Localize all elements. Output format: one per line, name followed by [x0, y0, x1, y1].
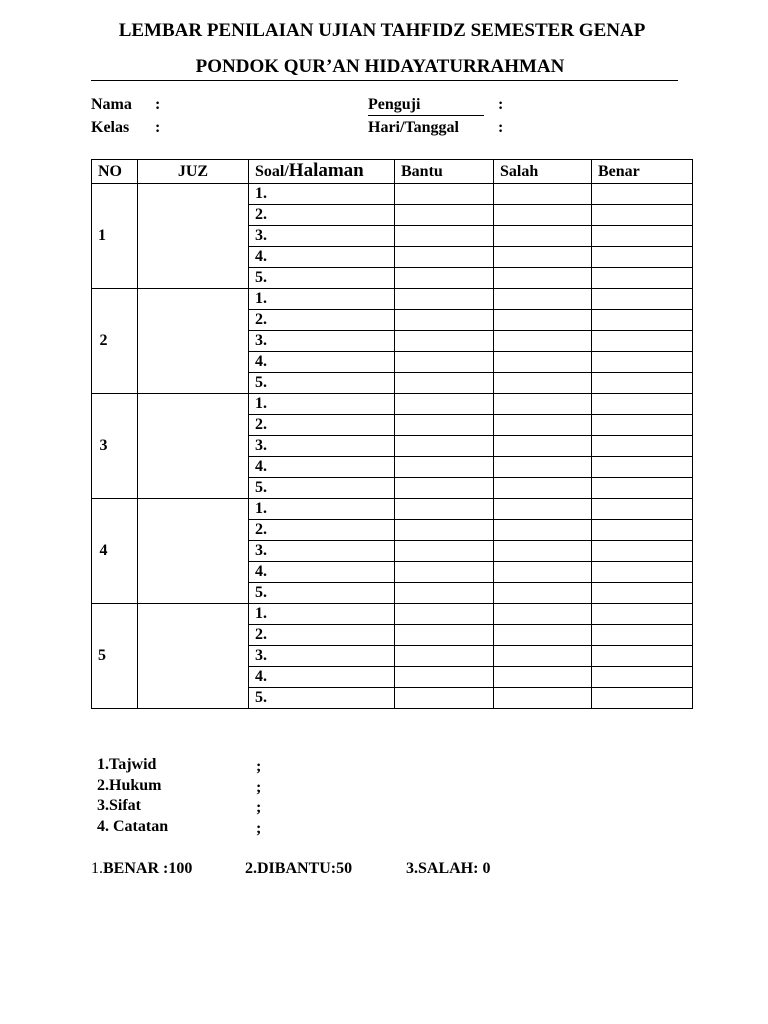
cell-salah[interactable] [494, 625, 592, 646]
cell-soal[interactable]: 5. [249, 583, 395, 604]
cell-juz[interactable] [138, 499, 249, 604]
cell-salah[interactable] [494, 247, 592, 268]
kelas-colon: : [155, 119, 161, 136]
cell-bantu[interactable] [395, 394, 494, 415]
cell-bantu[interactable] [395, 247, 494, 268]
cell-benar[interactable] [592, 226, 693, 247]
note-separator: ; [256, 820, 262, 837]
cell-salah[interactable] [494, 331, 592, 352]
cell-benar[interactable] [592, 499, 693, 520]
cell-salah[interactable] [494, 205, 592, 226]
header-soal: Soal/ [255, 163, 289, 180]
cell-salah[interactable] [494, 415, 592, 436]
cell-juz[interactable] [138, 289, 249, 394]
penguji-label: Penguji [368, 96, 421, 113]
header-halaman: Halaman [288, 160, 364, 181]
cell-salah[interactable] [494, 436, 592, 457]
cell-salah[interactable] [494, 499, 592, 520]
header-bantu: Bantu [395, 160, 494, 184]
cell-no: 4 [92, 499, 138, 604]
cell-bantu[interactable] [395, 457, 494, 478]
cell-soal[interactable]: 2. [249, 415, 395, 436]
cell-benar[interactable] [592, 604, 693, 625]
cell-bantu[interactable] [395, 520, 494, 541]
cell-benar[interactable] [592, 331, 693, 352]
cell-bantu[interactable] [395, 352, 494, 373]
cell-soal[interactable]: 4. [249, 667, 395, 688]
cell-benar[interactable] [592, 625, 693, 646]
cell-benar[interactable] [592, 646, 693, 667]
note-separator: ; [256, 799, 262, 816]
cell-benar[interactable] [592, 562, 693, 583]
penguji-colon: : [498, 96, 504, 113]
header-benar: Benar [592, 160, 693, 184]
cell-benar[interactable] [592, 310, 693, 331]
cell-salah[interactable] [494, 667, 592, 688]
cell-benar[interactable] [592, 583, 693, 604]
cell-soal[interactable]: 4. [249, 352, 395, 373]
header-salah: Salah [494, 160, 592, 184]
legend-benar-text: BENAR :100 [103, 860, 193, 877]
cell-bantu[interactable] [395, 541, 494, 562]
cell-salah[interactable] [494, 394, 592, 415]
cell-soal[interactable]: 3. [249, 541, 395, 562]
cell-soal[interactable]: 1. [249, 499, 395, 520]
cell-salah[interactable] [494, 310, 592, 331]
cell-bantu[interactable] [395, 499, 494, 520]
legend-salah: 3.SALAH: 0 [406, 860, 491, 877]
cell-no: 5 [92, 604, 138, 709]
cell-soal[interactable]: 5. [249, 268, 395, 289]
cell-soal[interactable]: 2. [249, 310, 395, 331]
hari-tanggal-colon: : [498, 119, 504, 136]
cell-soal[interactable]: 5. [249, 373, 395, 394]
cell-soal[interactable]: 2. [249, 520, 395, 541]
note-hukum: 2.Hukum [97, 777, 162, 794]
cell-no: 1 [92, 184, 138, 289]
cell-benar[interactable] [592, 667, 693, 688]
cell-bantu[interactable] [395, 436, 494, 457]
cell-bantu[interactable] [395, 331, 494, 352]
cell-bantu[interactable] [395, 373, 494, 394]
cell-soal[interactable]: 5. [249, 688, 395, 709]
cell-benar[interactable] [592, 184, 693, 205]
cell-salah[interactable] [494, 520, 592, 541]
cell-juz[interactable] [138, 394, 249, 499]
score-table [91, 159, 693, 709]
cell-benar[interactable] [592, 541, 693, 562]
table-row [92, 184, 693, 205]
note-separator: ; [256, 758, 262, 775]
legend-dibantu: 2.DIBANTU:50 [245, 860, 353, 877]
kelas-label: Kelas [91, 119, 130, 136]
penguji-underline [368, 115, 484, 116]
cell-soal[interactable]: 3. [249, 226, 395, 247]
cell-benar[interactable] [592, 205, 693, 226]
cell-salah[interactable] [494, 289, 592, 310]
cell-bantu[interactable] [395, 688, 494, 709]
cell-soal[interactable]: 4. [249, 457, 395, 478]
cell-salah[interactable] [494, 646, 592, 667]
cell-benar[interactable] [592, 415, 693, 436]
institution-name: PONDOK QUR’AN HIDAYATURRAHMAN [195, 56, 565, 77]
cell-bantu[interactable] [395, 268, 494, 289]
header-juz: JUZ [138, 160, 249, 184]
cell-salah[interactable] [494, 688, 592, 709]
cell-bantu[interactable] [395, 478, 494, 499]
cell-benar[interactable] [592, 394, 693, 415]
table-row [92, 289, 693, 310]
cell-no: 2 [92, 289, 138, 394]
cell-soal[interactable]: 4. [249, 247, 395, 268]
cell-benar[interactable] [592, 520, 693, 541]
nama-label: Nama [91, 96, 132, 113]
table-header-row [92, 160, 693, 184]
cell-bantu[interactable] [395, 205, 494, 226]
table-body [92, 184, 693, 709]
cell-salah[interactable] [494, 373, 592, 394]
header-no: NO [92, 160, 138, 184]
cell-bantu[interactable] [395, 604, 494, 625]
cell-salah[interactable] [494, 562, 592, 583]
cell-juz[interactable] [138, 604, 249, 709]
cell-soal[interactable]: 1. [249, 184, 395, 205]
cell-salah[interactable] [494, 478, 592, 499]
cell-salah[interactable] [494, 583, 592, 604]
table-row [92, 394, 693, 415]
note-catatan: 4. Catatan [97, 818, 169, 835]
note-sifat: 3.Sifat [97, 797, 141, 814]
note-separator: ; [256, 779, 262, 796]
cell-bantu[interactable] [395, 184, 494, 205]
cell-soal[interactable]: 2. [249, 625, 395, 646]
cell-benar[interactable] [592, 688, 693, 709]
cell-juz[interactable] [138, 184, 249, 289]
cell-benar[interactable] [592, 436, 693, 457]
header-divider [91, 80, 678, 81]
cell-soal[interactable]: 3. [249, 646, 395, 667]
legend-benar [91, 860, 192, 878]
cell-benar[interactable] [592, 352, 693, 373]
cell-salah[interactable] [494, 184, 592, 205]
cell-bantu[interactable] [395, 415, 494, 436]
cell-soal[interactable]: 1. [249, 394, 395, 415]
cell-benar[interactable] [592, 478, 693, 499]
cell-bantu[interactable] [395, 310, 494, 331]
table-row [92, 604, 693, 625]
cell-bantu[interactable] [395, 226, 494, 247]
table-row [92, 499, 693, 520]
cell-soal[interactable]: 3. [249, 436, 395, 457]
cell-benar[interactable] [592, 268, 693, 289]
cell-soal[interactable]: 1. [249, 604, 395, 625]
cell-soal[interactable]: 1. [249, 289, 395, 310]
cell-salah[interactable] [494, 352, 592, 373]
hari-tanggal-label: Hari/Tanggal [368, 119, 459, 136]
cell-salah[interactable] [494, 604, 592, 625]
form-title: LEMBAR PENILAIAN UJIAN TAHFIDZ SEMESTER GENAP [118, 20, 646, 41]
cell-benar[interactable] [592, 247, 693, 268]
cell-soal[interactable]: 3. [249, 331, 395, 352]
cell-bantu[interactable] [395, 667, 494, 688]
cell-bantu[interactable] [395, 562, 494, 583]
cell-benar[interactable] [592, 289, 693, 310]
cell-bantu[interactable] [395, 625, 494, 646]
cell-bantu[interactable] [395, 289, 494, 310]
nama-colon: : [155, 96, 161, 113]
cell-salah[interactable] [494, 541, 592, 562]
cell-salah[interactable] [494, 268, 592, 289]
cell-salah[interactable] [494, 457, 592, 478]
cell-benar[interactable] [592, 457, 693, 478]
header-soal-halaman [249, 160, 395, 184]
cell-benar[interactable] [592, 373, 693, 394]
cell-soal[interactable]: 4. [249, 562, 395, 583]
note-tajwid: 1.Tajwid [97, 756, 157, 773]
cell-salah[interactable] [494, 226, 592, 247]
cell-soal[interactable]: 2. [249, 205, 395, 226]
cell-soal[interactable]: 5. [249, 478, 395, 499]
cell-bantu[interactable] [395, 583, 494, 604]
cell-bantu[interactable] [395, 646, 494, 667]
cell-no: 3 [92, 394, 138, 499]
legend-benar-number: 1. [91, 860, 103, 877]
